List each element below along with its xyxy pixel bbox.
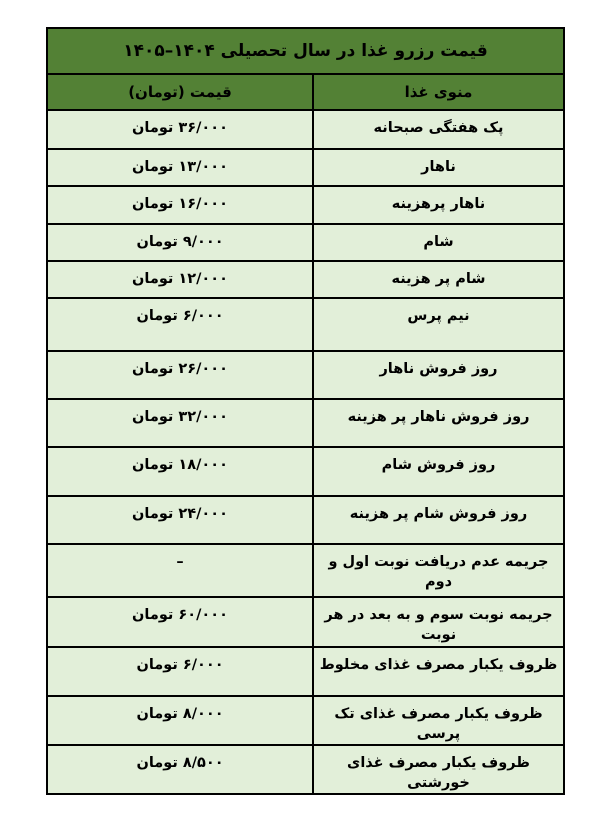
table-row bbox=[47, 647, 564, 696]
table-row bbox=[47, 597, 564, 647]
price-cell: ۱۶/۰۰۰ تومان bbox=[47, 186, 313, 224]
table-row bbox=[47, 696, 564, 745]
table-row bbox=[47, 224, 564, 261]
price-cell: ۸/۵۰۰ تومان bbox=[47, 745, 313, 794]
menu-cell: پک هفتگی صبحانه bbox=[313, 110, 564, 149]
menu-cell: شام bbox=[313, 224, 564, 261]
menu-cell: روز فروش ناهار پر هزینه bbox=[313, 399, 564, 447]
menu-cell: شام پر هزینه bbox=[313, 261, 564, 298]
price-cell: ۶/۰۰۰ تومان bbox=[47, 647, 313, 696]
price-cell: ۶/۰۰۰ تومان bbox=[47, 298, 313, 351]
menu-cell: ناهار bbox=[313, 149, 564, 186]
menu-cell: ظروف یکبار مصرف غذای مخلوط bbox=[313, 647, 564, 696]
table-row bbox=[47, 351, 564, 399]
menu-cell: روز فروش ناهار bbox=[313, 351, 564, 399]
table-row bbox=[47, 110, 564, 149]
price-cell: ۶۰/۰۰۰ تومان bbox=[47, 597, 313, 647]
menu-cell: روز فروش شام پر هزینه bbox=[313, 496, 564, 544]
menu-cell: نیم پرس bbox=[313, 298, 564, 351]
table-title-row bbox=[47, 28, 564, 74]
price-cell: ۲۴/۰۰۰ تومان bbox=[47, 496, 313, 544]
column-header-menu: منوی غذا bbox=[313, 74, 564, 110]
table-row bbox=[47, 745, 564, 794]
price-cell: ۱۸/۰۰۰ تومان bbox=[47, 447, 313, 496]
table-row bbox=[47, 298, 564, 351]
table-row bbox=[47, 544, 564, 597]
menu-cell: جریمه نوبت سوم و به بعد در هر نوبت bbox=[313, 597, 564, 647]
price-cell: ۲۶/۰۰۰ تومان bbox=[47, 351, 313, 399]
table-row bbox=[47, 399, 564, 447]
table-row bbox=[47, 496, 564, 544]
table-title: قیمت رزرو غذا در سال تحصیلی ۱۴۰۴–۱۴۰۵ bbox=[47, 28, 564, 74]
price-cell: – bbox=[47, 544, 313, 597]
menu-cell: روز فروش شام bbox=[313, 447, 564, 496]
table-header-row bbox=[47, 74, 564, 110]
price-cell: ۳۶/۰۰۰ تومان bbox=[47, 110, 313, 149]
menu-cell: جریمه عدم دریافت نوبت اول و دوم bbox=[313, 544, 564, 597]
table-row bbox=[47, 447, 564, 496]
food-price-table bbox=[46, 27, 565, 795]
table-row bbox=[47, 186, 564, 224]
price-cell: ۱۲/۰۰۰ تومان bbox=[47, 261, 313, 298]
menu-cell: ظروف یکبار مصرف غذای تک پرسی bbox=[313, 696, 564, 745]
table-row bbox=[47, 149, 564, 186]
price-cell: ۸/۰۰۰ تومان bbox=[47, 696, 313, 745]
menu-cell: ظروف یکبار مصرف غذای خورشتی bbox=[313, 745, 564, 794]
price-cell: ۹/۰۰۰ تومان bbox=[47, 224, 313, 261]
price-cell: ۱۳/۰۰۰ تومان bbox=[47, 149, 313, 186]
column-header-price: قیمت (تومان) bbox=[47, 74, 313, 110]
table-row bbox=[47, 261, 564, 298]
price-cell: ۳۲/۰۰۰ تومان bbox=[47, 399, 313, 447]
menu-cell: ناهار پرهزینه bbox=[313, 186, 564, 224]
